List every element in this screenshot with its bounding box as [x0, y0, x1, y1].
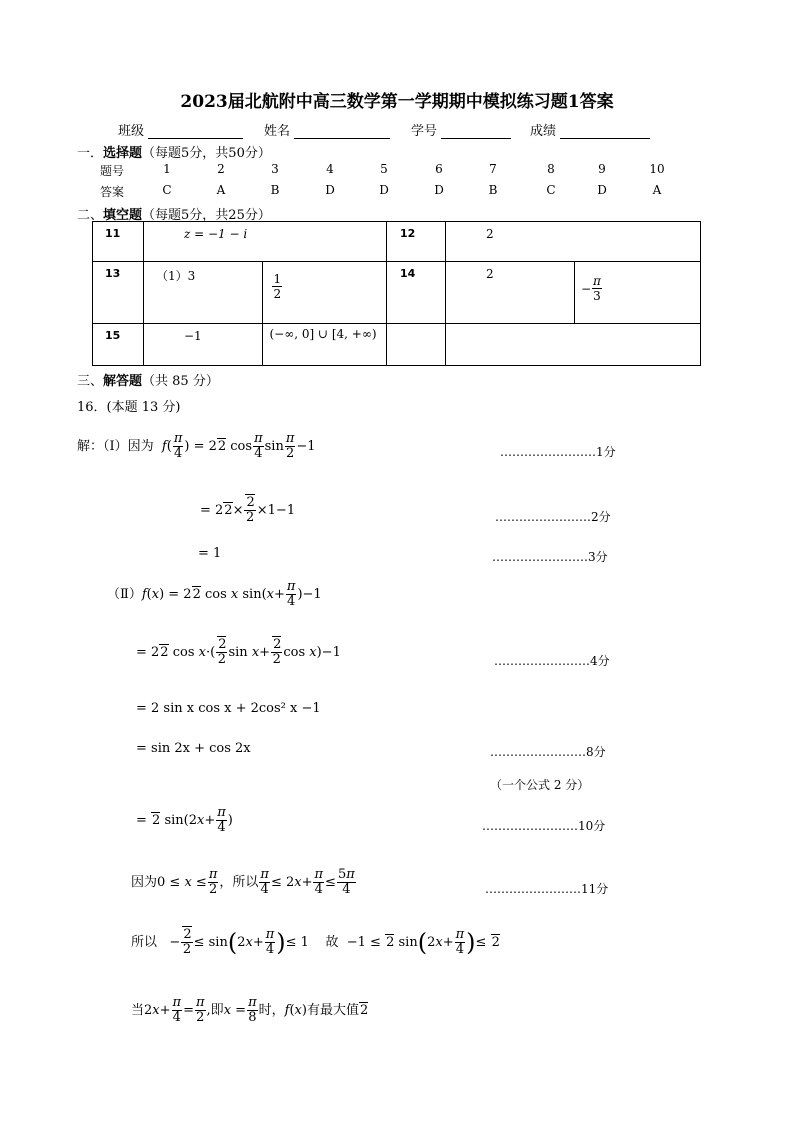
solution-step-9: 因为0 ≤ x ≤ $\frac{\pi}{2}$ ，所以 $\frac{\pi}{4}$ ≤ 2x+ $\frac{\pi}{4}$ ≤ $\frac{5\pi}{4}$: [131, 867, 355, 897]
solution-step-6: = 2 sin x cos x + 2cos² x −1: [136, 701, 321, 716]
class-blank[interactable]: [148, 124, 243, 139]
score-field: [530, 120, 650, 139]
solution-step-7: = sin 2x + cos 2x: [136, 741, 251, 756]
fraction-numerator: π: [593, 274, 601, 288]
section-title: 填空题: [103, 208, 143, 223]
step-connector: 有最大值: [306, 1003, 359, 1018]
score-blank[interactable]: [560, 124, 650, 139]
step-connector: 故: [325, 935, 339, 950]
question-number: 14: [400, 267, 416, 280]
section-solution-heading: [77, 370, 219, 389]
mc-answer-label: 答案: [100, 185, 125, 199]
solution-step-4: （Ⅱ）f(x) = 22 cos x sin(x+ $\frac{\pi}{4}$ )−1: [107, 579, 322, 609]
mc-number-label: 题号: [100, 164, 125, 178]
fill-answer-table: [92, 221, 701, 366]
step-prefix: 因为: [131, 875, 158, 890]
mc-answer: A: [216, 183, 226, 197]
table-cell: [144, 262, 263, 324]
table-cell: [446, 222, 701, 262]
mc-number: 9: [598, 162, 606, 176]
score-marker: ……………………2分: [495, 510, 611, 524]
minus-sign: −: [581, 282, 592, 296]
step-prefix: 所以: [131, 935, 158, 950]
mc-answer: D: [597, 183, 607, 197]
solution-step-11: 当2x+ $\frac{\pi}{4}$ = $\frac{\pi}{2}$ ,即x = $\frac{\pi}{8}$ 时，f(x)有最大值2: [131, 995, 369, 1025]
mc-answer: D: [434, 183, 444, 197]
mc-answer: B: [488, 183, 498, 197]
mc-number: 3: [271, 162, 279, 176]
table-cell: [263, 262, 387, 324]
step-prefix: 解：（Ⅰ）因为: [77, 439, 154, 454]
table-cell: [144, 324, 263, 366]
section-title: 选择题: [103, 146, 143, 161]
section-number: 三、: [77, 374, 104, 389]
table-cell: [93, 262, 144, 324]
step-connector: 时，: [258, 1003, 285, 1018]
name-field: [264, 120, 390, 139]
fraction-denominator: 2: [273, 287, 282, 301]
section-note: （共 85 分）: [142, 374, 219, 389]
question-16-heading: 16．(本题 13 分): [77, 400, 181, 415]
score-marker: ……………………11分: [485, 882, 609, 896]
mc-answer: D: [379, 183, 389, 197]
question-number: 12: [400, 227, 416, 240]
mc-number: 7: [489, 162, 497, 176]
class-label: 班级: [118, 124, 145, 139]
mc-number: 5: [380, 162, 388, 176]
answer-14-part2: [592, 274, 602, 303]
solution-step-8: = 2 sin(2x+ $\frac{\pi}{4}$ ): [136, 805, 233, 835]
table-cell: [93, 324, 144, 366]
answer-15-part2: (−∞, 0] ∪ [4, +∞): [269, 327, 377, 341]
mc-number: 6: [435, 162, 443, 176]
solution-step-2: = 22× $\frac{2}{2}$ ×1−1: [200, 495, 296, 525]
answer-12: 2: [486, 227, 494, 241]
class-field: [118, 120, 243, 139]
id-blank[interactable]: [441, 124, 511, 139]
question-number: 11: [105, 227, 121, 240]
score-marker: ……………………8分: [490, 745, 606, 759]
table-cell: [387, 324, 446, 366]
mc-number: 10: [649, 162, 665, 176]
name-blank[interactable]: [294, 124, 390, 139]
mc-number: 8: [547, 162, 555, 176]
section-title: 解答题: [103, 374, 143, 389]
solution-step-5: = 22 cos x·( $\frac{2}{2}$ sin x+ $\frac{2}{2}$ cos x)−1: [136, 637, 341, 667]
answer-13-part2: [272, 272, 282, 301]
solution-step-10: 所以 − $\frac{2}{2}$ ≤ sin(2x+ $\frac{\pi}{4}$ )≤ 1 故 −1 ≤ 2 sin(2x+ $\frac{\pi}{4}$ )≤ 2: [131, 927, 500, 957]
mc-number: 2: [217, 162, 225, 176]
section-choice-heading: [77, 142, 271, 161]
score-marker: ……………………3分: [492, 550, 608, 564]
solution-step-1: 解：（Ⅰ）因为 f( $\frac{\pi}{4}$ ) = 22 cos $\frac{\pi}{4}$ sin $\frac{\pi}{2}$ −1: [77, 431, 316, 461]
score-label: 成绩: [530, 124, 557, 139]
step-connector: ,即: [206, 1003, 224, 1018]
answer-14-part1: 2: [486, 267, 494, 281]
question-number: 13: [105, 267, 121, 280]
mc-number: 1: [163, 162, 171, 176]
fraction-denominator: 3: [593, 289, 601, 303]
section-note: （每题5分，共50分）: [142, 146, 271, 161]
table-cell: [387, 262, 446, 324]
score-marker: ……………………1分: [500, 445, 616, 459]
mc-answer: D: [325, 183, 335, 197]
id-label: 学号: [411, 124, 438, 139]
solution-step-3: = 1: [198, 546, 222, 561]
section-note: （每题5分，共25分）: [142, 208, 271, 223]
table-cell: [144, 222, 387, 262]
answer-15-part1: −1: [184, 329, 202, 343]
name-label: 姓名: [264, 124, 291, 139]
table-cell: [387, 222, 446, 262]
table-cell: [93, 222, 144, 262]
fraction-numerator: 1: [273, 272, 282, 286]
mc-answer: B: [270, 183, 280, 197]
mc-answer: A: [652, 183, 662, 197]
table-cell: [446, 262, 575, 324]
mc-answer: C: [546, 183, 556, 197]
id-field: [411, 120, 511, 139]
page-title: 2023届北航附中高三数学第一学期期中模拟练习题1答案: [180, 92, 614, 112]
section-number: 二、: [77, 208, 104, 223]
step-prefix: （Ⅱ）: [107, 587, 142, 602]
table-cell: [263, 324, 387, 366]
answer-13-part1: （1）3: [156, 269, 196, 283]
score-note: （一个公式 2 分）: [490, 778, 590, 792]
table-cell: [446, 324, 701, 366]
step-prefix: 当: [131, 1003, 145, 1018]
mc-answer: C: [162, 183, 172, 197]
answer-11: z = −1 − i: [184, 227, 248, 241]
score-marker: ……………………4分: [494, 654, 610, 668]
question-number: 15: [105, 329, 121, 342]
section-number: 一．: [77, 146, 104, 161]
table-cell: [575, 262, 701, 324]
mc-number: 4: [326, 162, 334, 176]
step-connector: ，所以: [219, 875, 259, 890]
score-marker: ……………………10分: [482, 819, 606, 833]
